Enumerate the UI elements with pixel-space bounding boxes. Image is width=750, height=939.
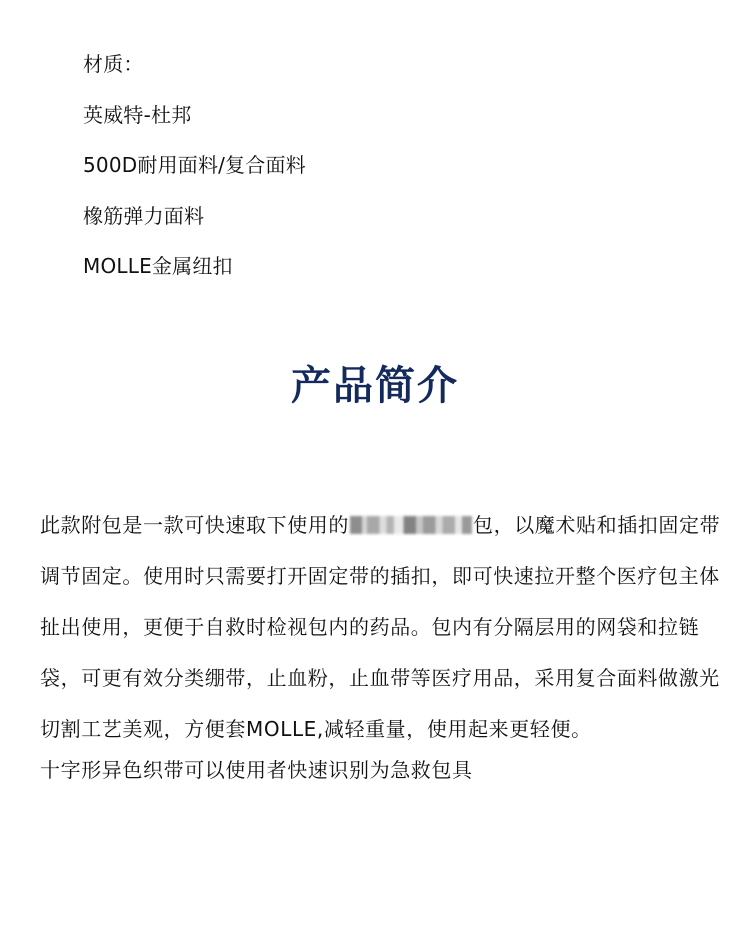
material-item: 英威特-杜邦 bbox=[83, 102, 192, 127]
material-item: 橡筋弹力面料 bbox=[83, 203, 205, 228]
materials-section bbox=[83, 49, 306, 302]
intro-section bbox=[40, 500, 740, 785]
material-item: MOLLE金属纽扣 bbox=[83, 254, 233, 278]
intro-text-after: 包，以魔术贴和插扣固定带调节固定。使用时只需要打开固定带的插扣，即可快速拉开整个医疗包主体扯出使用，更便于自救时检视包内的药品。包内有分隔层用的网袋和拉链袋，可更有效分类绷带，止血粉，止血带等医疗用品，采用复合面料做激光切割工艺美观，方便套MOLLE,减轻重量，使用起来更轻便。 bbox=[40, 513, 721, 741]
intro-paragraph-2: 十字形异色织带可以使用者快速识别为急救包具 bbox=[40, 758, 473, 782]
material-item: 500D耐用面料/复合面料 bbox=[83, 153, 306, 177]
intro-text-before: 此款附包是一款可快速取下使用的 bbox=[40, 513, 349, 537]
intro-paragraph bbox=[40, 500, 740, 755]
section-title: 产品简介 bbox=[291, 363, 459, 409]
blurred-brand-name bbox=[350, 516, 472, 534]
materials-heading: 材质： bbox=[83, 52, 144, 76]
